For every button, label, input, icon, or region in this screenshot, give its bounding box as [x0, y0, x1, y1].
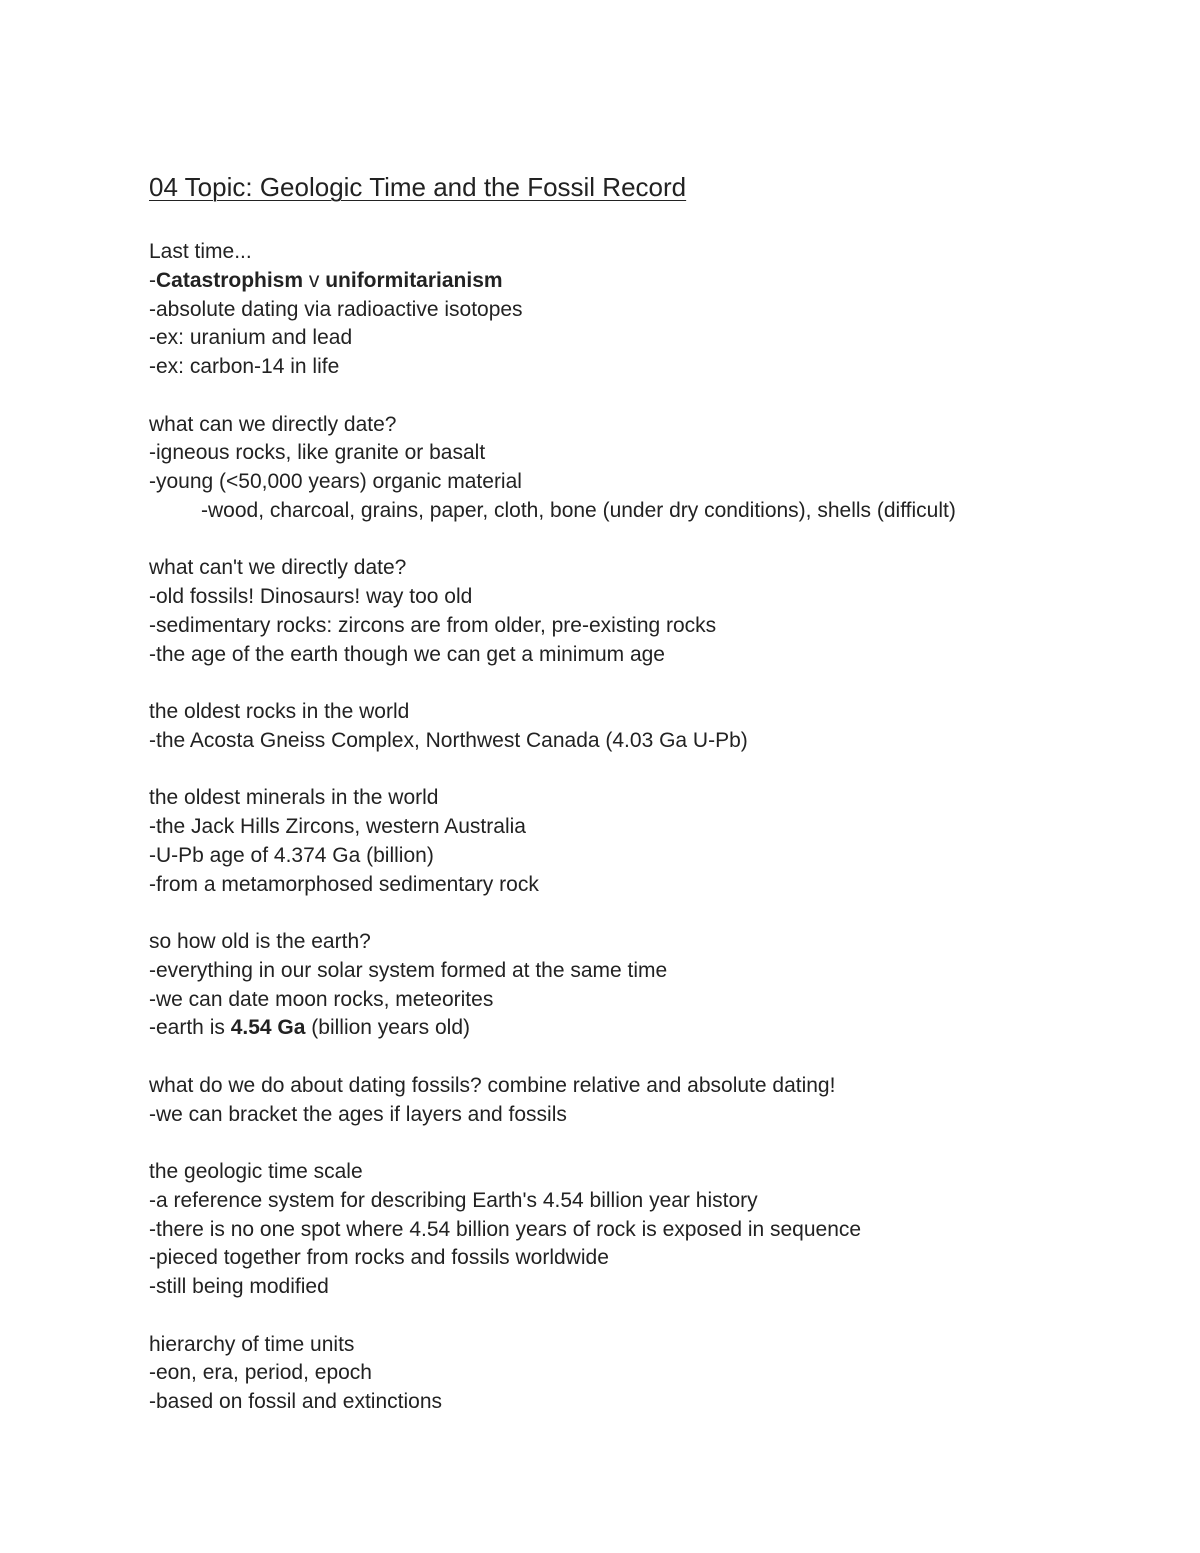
note-line: -ex: carbon-14 in life: [149, 355, 340, 378]
spacer: [149, 899, 1149, 928]
spacer: [149, 756, 1149, 785]
spacer: [149, 204, 1149, 238]
note-line: -igneous rocks, like granite or basalt: [149, 441, 486, 465]
note-line: -old fossils! Dinosaurs! way too old: [149, 585, 473, 608]
section-heading-last-time: Last time...: [149, 240, 252, 263]
section-heading-dating-fossils: what do we do about dating fossils? combine relative and absolute dating!: [149, 1073, 836, 1097]
spacer: [149, 526, 1149, 555]
section-heading-directly-date: what can we directly date?: [149, 412, 397, 436]
bold-term-uniformitarianism: uniformitarianism: [325, 268, 503, 292]
spacer: [149, 1302, 1149, 1331]
document-page: [149, 170, 1149, 1417]
section-heading-time-scale: the geologic time scale: [149, 1160, 363, 1183]
spacer: [149, 382, 1149, 411]
note-line: -a reference system for describing Earth's 4.54 billion year history: [149, 1188, 758, 1212]
note-line: -the Jack Hills Zircons, western Australia: [149, 815, 526, 838]
note-line-earth-age: [149, 1014, 1149, 1043]
text-run: -earth is: [149, 1016, 231, 1040]
section-heading-oldest-rocks: the oldest rocks in the world: [149, 700, 410, 723]
indented-note-line: -wood, charcoal, grains, paper, cloth, bone (under dry conditions), shells (difficult): [201, 498, 956, 522]
note-line: -based on fossil and extinctions: [149, 1390, 443, 1413]
note-line: -young (<50,000 years) organic material: [149, 470, 522, 493]
note-line: -ex: uranium and lead: [149, 326, 353, 350]
section-heading-cant-date: what can't we directly date?: [149, 556, 407, 580]
note-line: -pieced together from rocks and fossils worldwide: [149, 1246, 609, 1270]
spacer: [149, 1129, 1149, 1158]
note-line: -absolute dating via radioactive isotopes: [149, 297, 523, 321]
note-line: -the Acosta Gneiss Complex, Northwest Canada (4.03 Ga U-Pb): [149, 728, 748, 752]
note-line: -from a metamorphosed sedimentary rock: [149, 872, 539, 896]
note-line: -the age of the earth though we can get a minimum age: [149, 642, 665, 666]
bold-term-catastrophism: Catastrophism: [156, 268, 304, 292]
section-heading-hierarchy: hierarchy of time units: [149, 1332, 355, 1356]
note-line: -still being modified: [149, 1275, 329, 1298]
note-line: -sedimentary rocks: zircons are from older, pre-existing rocks: [149, 613, 717, 637]
versus-text: v: [303, 268, 326, 292]
note-line-catastrophism: -Catastrophism v uniformitarianism: [149, 268, 503, 292]
note-line: -everything in our solar system formed at the same time: [149, 958, 668, 982]
text-run: (billion years old): [305, 1016, 471, 1040]
page-title: 04 Topic: Geologic Time and the Fossil Record: [149, 172, 687, 202]
note-line: -we can bracket the ages if layers and fossils: [149, 1102, 567, 1126]
note-line: -eon, era, period, epoch: [149, 1361, 372, 1385]
bold-earth-age: 4.54 Ga: [230, 1016, 306, 1040]
spacer: [149, 1043, 1149, 1072]
spacer: [149, 669, 1149, 698]
section-heading-oldest-minerals: the oldest minerals in the world: [149, 786, 439, 810]
note-line: -there is no one spot where 4.54 billion years of rock is exposed in sequence: [149, 1217, 862, 1241]
note-line: -U-Pb age of 4.374 Ga (billion): [149, 843, 434, 867]
section-heading-how-old: so how old is the earth?: [149, 930, 371, 953]
note-line: -we can date moon rocks, meteorites: [149, 987, 494, 1011]
